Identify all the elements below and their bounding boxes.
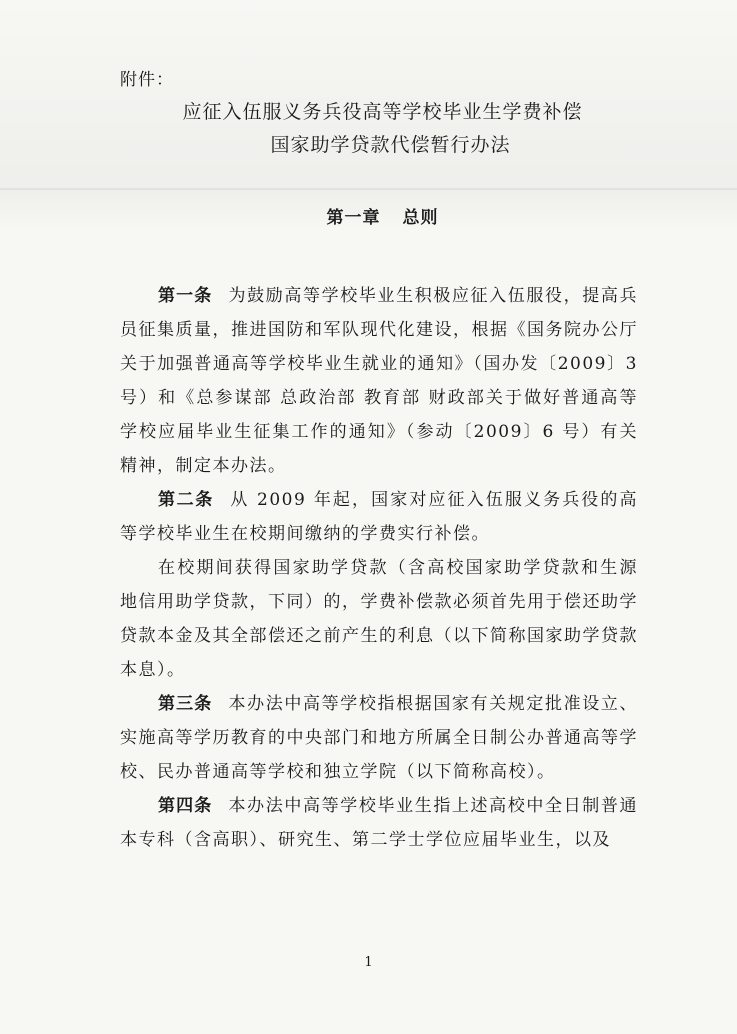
article-3 — [120, 687, 638, 789]
article-2 — [120, 483, 638, 551]
article-1 — [120, 279, 638, 483]
document-body — [120, 279, 638, 857]
document-title-line-1: 应征入伍服义务兵役高等学校毕业生学费补偿 — [182, 101, 583, 123]
article-label: 第一条 — [158, 286, 213, 306]
article-text: 本办法中高等学校指根据国家有关规定批准设立、实施高等学历教育的中央部门和地方所属全日制公办普通高等学校、民办普通高等学校和独立学院（以下简称高校）。 — [120, 694, 639, 782]
chapter-name: 总则 — [402, 208, 439, 228]
document-title-line-2: 国家助学贷款代偿暂行办法 — [270, 134, 511, 156]
article-2-paragraph-2 — [120, 551, 638, 687]
article-text: 本办法中高等学校毕业生指上述高校中全日制普通本专科（含高职）、研究生、第二学士学位应届毕业生，以及 — [120, 796, 639, 850]
chapter-number: 第一章 — [326, 208, 381, 228]
attachment-label: 附件： — [120, 70, 174, 90]
article-text: 为鼓励高等学校毕业生积极应征入伍服役，提高兵员征集质量，推进国防和军队现代化建设，根据《国务院办公厅关于加强普通高等学校毕业生就业的通知》（国办发〔2009〕3号）和《总参谋部 总政治部 教育部 财政部关于做好普通高等学校应届毕业生征集工作的通知》（参动〔2009〕6 号）有关精神，制定本办法。 — [120, 286, 639, 476]
article-text: 在校期间获得国家助学贷款（含高校国家助学贷款和生源地信用助学贷款，下同）的，学费补偿款必须首先用于偿还助学贷款本金及其全部偿还之前产生的利息（以下简称国家助学贷款本息）。 — [120, 558, 638, 680]
article-4 — [120, 789, 638, 857]
page-number: 1 — [364, 955, 373, 970]
article-label: 第三条 — [158, 694, 213, 714]
paper-fold — [0, 188, 737, 190]
article-label: 第四条 — [158, 796, 213, 816]
chapter-heading — [0, 203, 737, 228]
article-text: 从 2009 年起，国家对应征入伍服义务兵役的高等学校毕业生在校期间缴纳的学费实行补偿。 — [120, 490, 639, 544]
article-label: 第二条 — [158, 490, 214, 510]
